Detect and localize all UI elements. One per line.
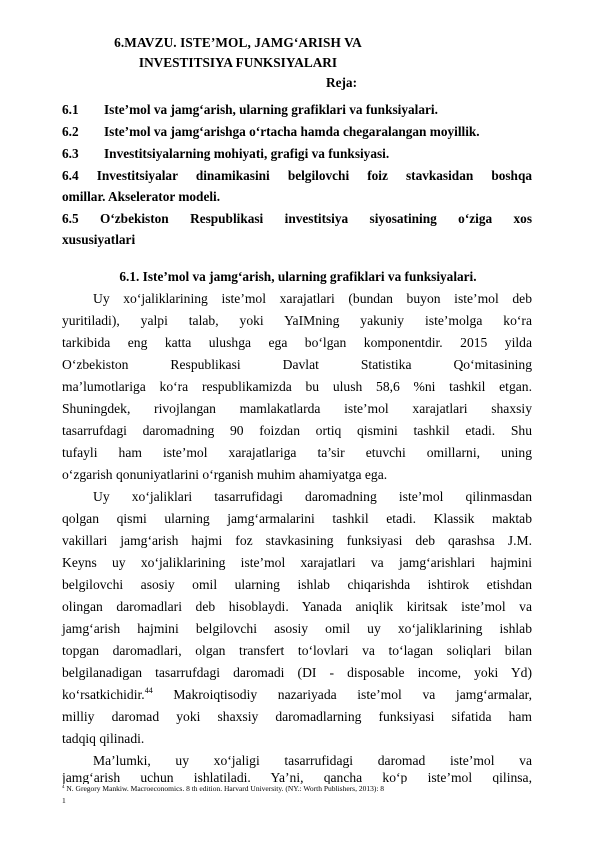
body-text: jamg‘arish uchun ishlatiladi. Ya’ni, qancha ko‘p iste’mol qilinsa, <box>62 772 532 784</box>
body-line: Uy xo‘jaliklari tasarrufidagi daromadning iste’mol qilinmasdan <box>93 489 532 504</box>
plan-item-number: 6.1 <box>62 102 79 117</box>
chapter-title-line1: 6.MAVZU. ISTE’MOL, JAMG‘ARISH VA <box>114 35 362 50</box>
body-line: Ma’lumki, uy xo‘jaligi tasarrufidagi daromad iste’mol va <box>93 753 532 768</box>
footnote-mark: 4 <box>62 785 65 790</box>
section-heading: 6.1. Iste’mol va jamg‘arish, ularning grafiklari va funksiyalari. <box>119 269 477 284</box>
body-line: topgan daromadlari, olgan transfert to‘lovlari va to‘lagan soliqlari bilan <box>62 643 532 658</box>
body-line: belgilanadigan tasarrufdagi daromadi (DI - disposable income, yoki Yd) <box>62 665 532 680</box>
body-line: jamg‘arish hajmini belgilovchi asosiy omil uy xo‘jaliklarining ishlab <box>62 621 532 636</box>
body-line: yuritiladi), yalpi talab, yoki YaIMning yakuniy iste’molga ko‘ra <box>62 313 532 328</box>
plan-item-number: 6.2 <box>62 124 79 139</box>
body-line: ma’lumotlariga ko‘ra respublikamizda bu ulush 58,6 %ni tashkil etgan. <box>62 379 532 394</box>
plan-item-5-line2: xususiyatlari <box>62 232 136 247</box>
plan-heading: Reja: <box>326 75 358 90</box>
body-line: o‘zgarish qonuniyatlarini o‘rganish muhim ahamiyatga ega. <box>62 467 388 482</box>
body-line: milliy daromad yoki shaxsiy daromadlarning funksiyasi sifatida ham <box>62 709 532 724</box>
body-text: ko‘rsatkichidir. <box>62 687 145 702</box>
body-line-with-footnote <box>62 687 532 703</box>
body-text: Makroiqtisodiy nazariyada iste’mol va jamg‘armalar, <box>173 687 532 702</box>
body-line: Uy xo‘jaliklarining iste’mol xarajatlari (bundan buyon iste’mol deb <box>93 291 532 306</box>
page-number: 1 <box>62 796 66 805</box>
body-line: O‘zbekiston Respublikasi Davlat Statistika Qo‘mitasining <box>62 357 532 372</box>
body-line: belgilovchi asosiy omil ularning ishlab chiqarishda ishtirok etishdan <box>62 577 532 592</box>
body-line: Shuningdek, rivojlangan mamlakatlarda iste’mol xarajatlari shaxsiy <box>62 401 532 416</box>
chapter-title-line2: INVESTITSIYA FUNKSIYALARI <box>138 55 338 70</box>
body-line: tadqiq qilinadi. <box>62 731 145 746</box>
plan-item-text: Iste’mol va jamg‘arishga o‘rtacha hamda chegaralangan moyillik. <box>104 124 480 139</box>
plan-item <box>62 146 389 162</box>
body-line <box>62 772 532 784</box>
plan-item <box>62 102 438 118</box>
footnote-text: N. Gregory Mankiw. Macroeconomics. 8 th edition. Harvard University. (NY.: Worth Publishers, 2013): 8 <box>66 784 385 793</box>
body-line: vakillari jamg‘arish hajmi foz stavkasining funksiyasi deb qarashsa J.M. <box>62 533 532 548</box>
plan-item-text: Investitsiyalarning mohiyati, grafigi va funksiyasi. <box>104 146 390 161</box>
plan-item-4-line1: 6.4 Investitsiyalar dinamikasini belgilovchi foiz stavkasidan boshqa <box>62 168 532 183</box>
body-line: olingan daromadlari deb hisoblaydi. Yanada aniqlik kiritsak iste’mol va <box>62 599 532 614</box>
plan-item-number: 6.3 <box>62 146 79 161</box>
plan-item <box>62 124 480 140</box>
body-line: tarkibida eng katta ulushga ega bo‘lgan komponentdir. 2015 yilda <box>62 335 532 350</box>
plan-item-text: Iste’mol va jamg‘arish, ularning grafiklari va funksiyalari. <box>104 102 438 117</box>
body-line: tasarrufdagi daromadning 90 foizdan ortiq qismini tashkil etadi. Shu <box>62 423 532 438</box>
plan-item-4-line2: omillar. Akselerator modeli. <box>62 189 221 204</box>
footnote <box>62 784 384 793</box>
body-line: qolgan qismi ularning jamg‘armalarini tashkil etadi. Klassik maktab <box>62 511 532 526</box>
footnote-reference[interactable]: 44 <box>144 686 153 695</box>
plan-item-5-line1: 6.5 O‘zbekiston Respublikasi investitsiya siyosatining o‘ziga xos <box>62 211 532 226</box>
body-line: Keyns uy xo‘jaliklarining iste’mol xarajatlari va jamg‘arishlari hajmini <box>62 555 532 570</box>
body-line: tufayli ham iste’mol xarajatlariga ta’sir etuvchi omillarni, uning <box>62 445 532 460</box>
